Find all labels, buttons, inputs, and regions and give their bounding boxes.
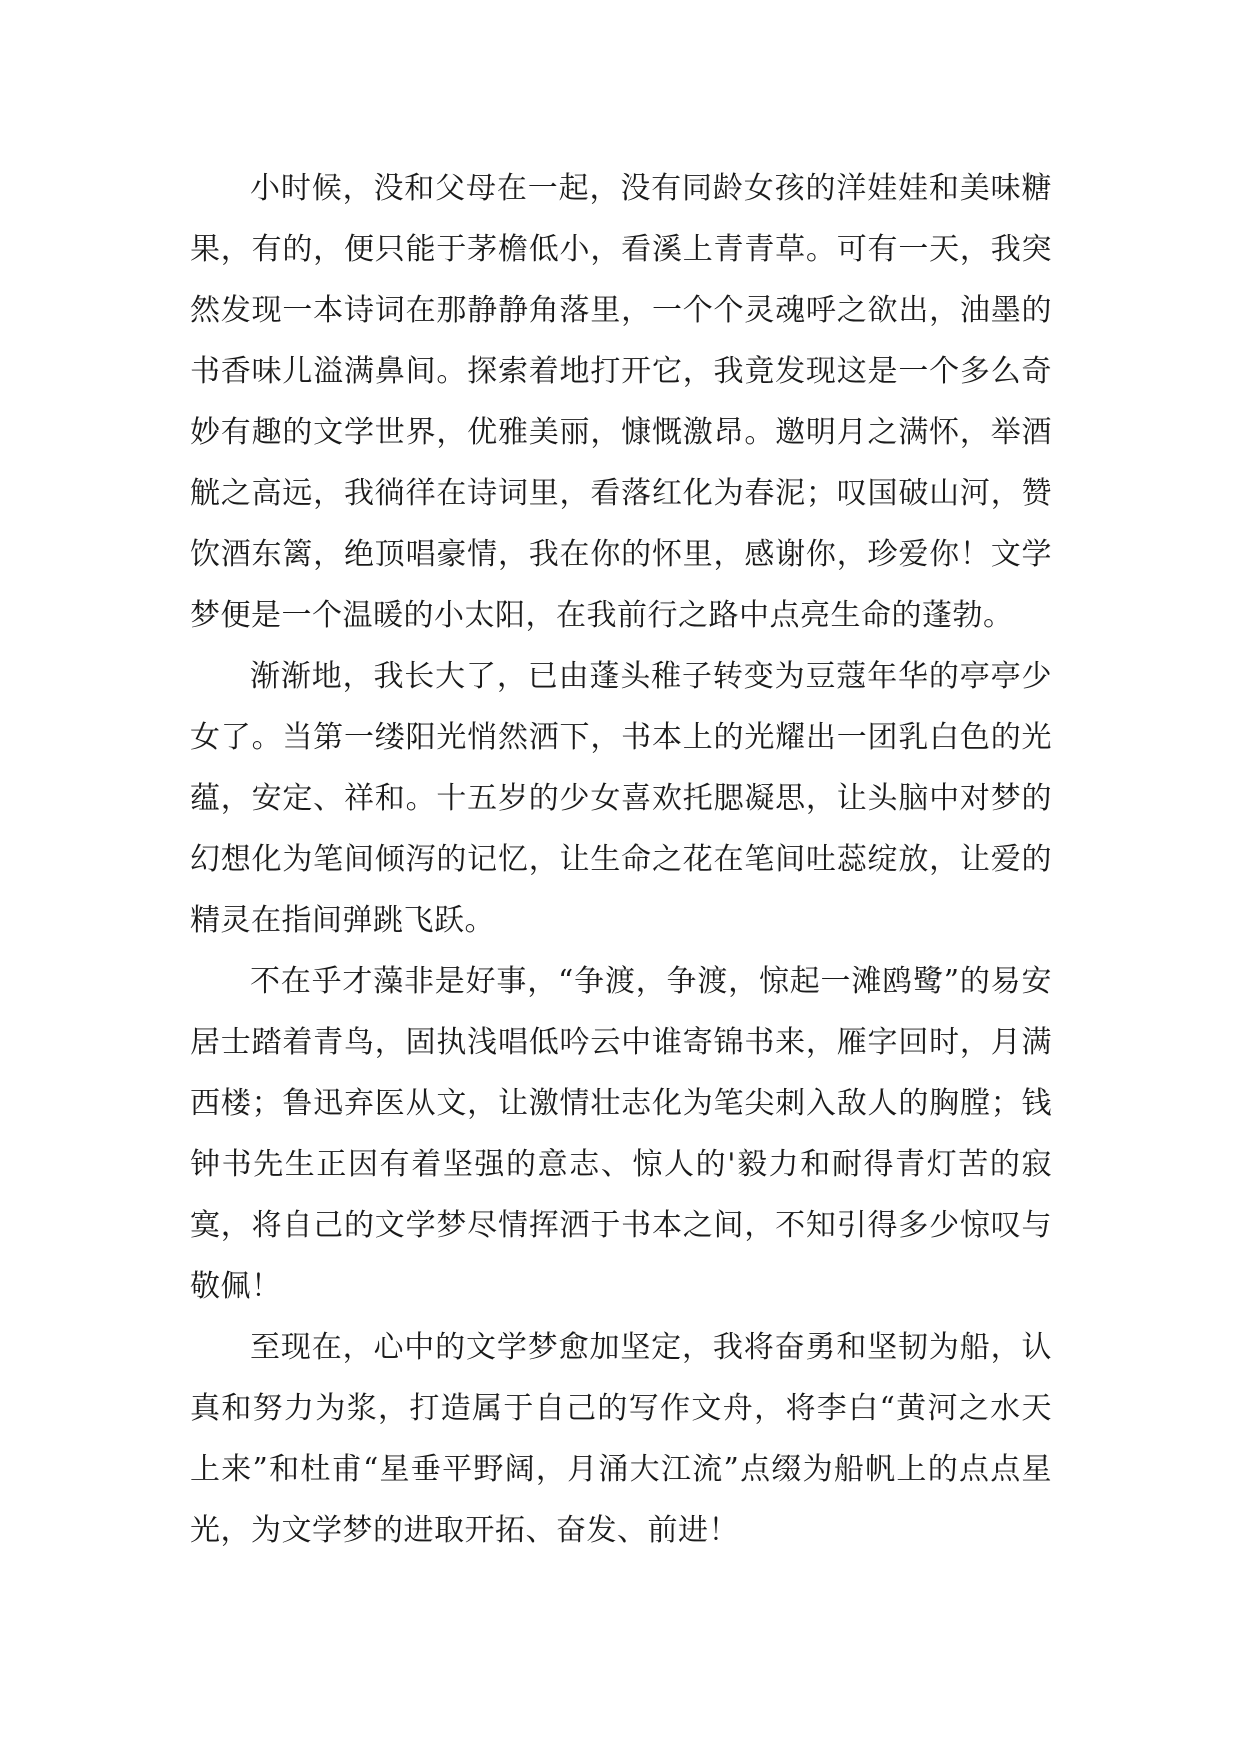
paragraph-4: 至现在，心中的文学梦愈加坚定，我将奋勇和坚韧为船，认真和努力为浆，打造属于自己的写作文舟，将李白“黄河之水天上来”和杜甫“星垂平野阔，月涌大江流”点缀为船帆上的点点星光，为文学梦的进取开拓、奋发、前进！ xyxy=(190,1330,1052,1548)
document-body xyxy=(190,158,1052,1561)
paragraph-3: 不在乎才藻非是好事，“争渡，争渡，惊起一滩鸥鹭”的易安居士踏着青鸟，固执浅唱低吟云中谁寄锦书来，雁字回时，月满西楼；鲁迅弃医从文，让激情壮志化为笔尖刺入敌人的胸膛；钱钟书先生正因有着坚强的意志、惊人的'毅力和耐得青灯苦的寂寞，将自己的文学梦尽情挥洒于书本之间，不知引得多少惊叹与敬佩！ xyxy=(190,964,1052,1304)
paragraph-1: 小时候，没和父母在一起，没有同龄女孩的洋娃娃和美味糖果，有的，便只能于茅檐低小，看溪上青青草。可有一天，我突然发现一本诗词在那静静角落里，一个个灵魂呼之欲出，油墨的书香味儿溢满鼻间。探索着地打开它，我竟发现这是一个多么奇妙有趣的文学世界，优雅美丽，慷慨激昂。邀明月之满怀，举酒觥之高远，我徜徉在诗词里，看落红化为春泥；叹国破山河，赞饮酒东篱，绝顶唱豪情，我在你的怀里，感谢你，珍爱你！文学梦便是一个温暖的小太阳，在我前行之路中点亮生命的蓬勃。 xyxy=(190,171,1052,633)
paragraph-2: 渐渐地，我长大了，已由蓬头稚子转变为豆蔻年华的亭亭少女了。当第一缕阳光悄然洒下，书本上的光耀出一团乳白色的光蕴，安定、祥和。十五岁的少女喜欢托腮凝思，让头脑中对梦的幻想化为笔间倾泻的记忆，让生命之花在笔间吐蕊绽放，让爱的精灵在指间弹跳飞跃。 xyxy=(190,659,1052,938)
